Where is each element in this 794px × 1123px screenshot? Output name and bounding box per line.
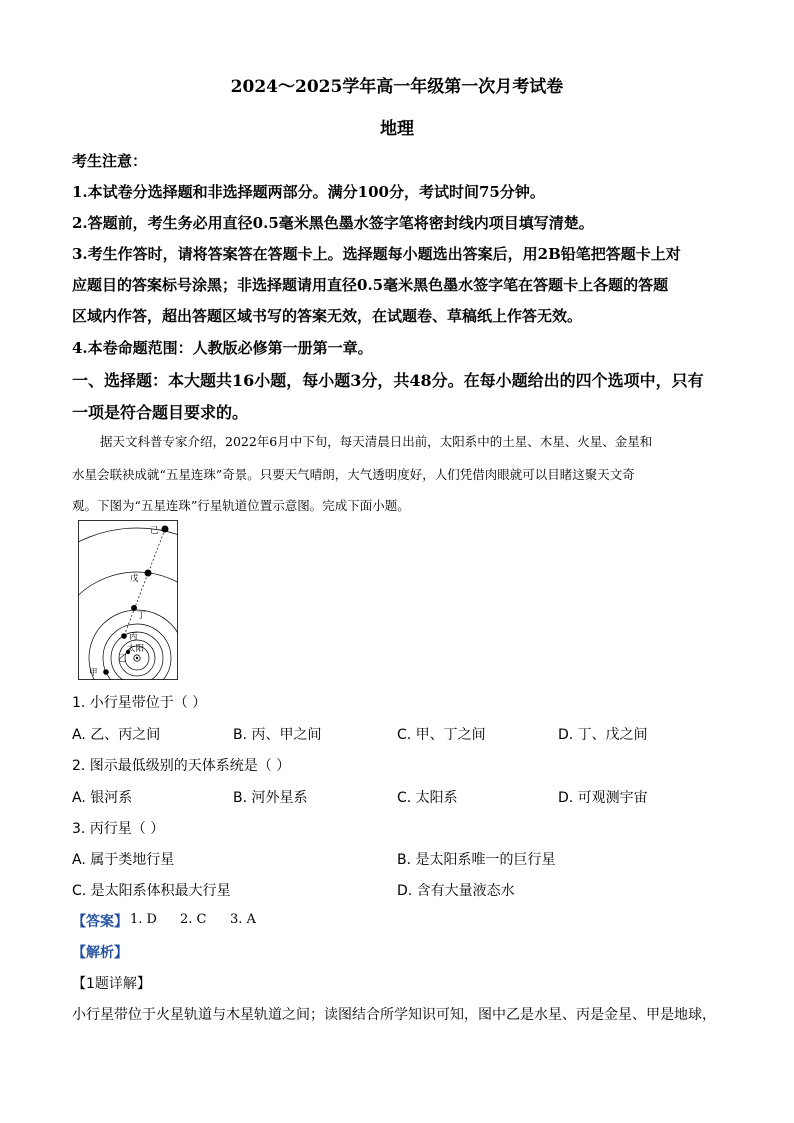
analysis-tag: 【解析】 [72,945,128,961]
planet-jia [103,669,109,675]
question-1-stem: 1. 小行星带位于（ ） [72,695,207,711]
notice-item-3-cont: 应题目的答案标号涂黑；非选择题请用直径0.5毫米黑色墨水签字笔在答题卡上各题的答题 [72,276,669,294]
planet-bing [121,633,127,639]
analysis-q1-text: 小行星带位于火星轨道与木星轨道之间；读图结合所学知识可知，图中乙是水星、丙是金星、甲是地球， [72,1007,716,1023]
question-3-option-a[interactable]: A. 属于类地行星 [72,852,175,868]
subject-title: 地理 [380,119,414,139]
notice-heading: 考生注意： [72,152,148,170]
label-jia: 甲 [89,668,98,678]
intro-line-2: 水星会联袂成就“五星连珠”奇景。只要天气晴朗，大气透明度好，人们凭借肉眼就可以目睹这聚天文奇 [72,467,635,482]
question-3-option-c[interactable]: C. 是太阳系体积最大行星 [72,883,231,899]
label-ji: 己 [150,526,159,536]
question-1-option-a[interactable]: A. 乙、丙之间 [72,727,161,743]
section-heading: 一、选择题：本大题共16小题，每小题3分，共48分。在每小题给出的四个选项中，只有 [72,371,704,390]
label-wu: 戊 [130,574,139,584]
question-3-option-b[interactable]: B. 是太阳系唯一的巨行星 [397,852,556,868]
label-bing: 丙 [129,632,138,642]
notice-item-4: 4.本卷命题范围：人教版必修第一册第一章。 [72,339,373,357]
question-1-option-c[interactable]: C. 甲、丁之间 [397,727,486,743]
question-2-option-a[interactable]: A. 银河系 [72,790,133,806]
section-heading-cont: 一项是符合题目要求的。 [72,403,249,422]
question-2-option-b[interactable]: B. 河外星系 [233,790,308,806]
planet-orbit-diagram [78,520,178,680]
question-1-option-b[interactable]: B. 丙、甲之间 [233,727,322,743]
notice-item-1: 1.本试卷分选择题和非选择题两部分。满分100分，考试时间75分钟。 [72,183,545,201]
intro-line-1: 据天文科普专家介绍，2022年6月中下旬，每天清晨日出前，太阳系中的土星、木星、火星、金星和 [100,434,653,449]
planet-wu [145,570,152,577]
question-3-stem: 3. 丙行星（ ） [72,821,165,837]
intro-line-3: 观。下图为“五星连珠”行星轨道位置示意图。完成下面小题。 [72,498,410,513]
answer-value-3: 3. A [230,912,256,927]
question-3-option-d[interactable]: D. 含有大量液态水 [397,883,515,899]
question-1-option-d[interactable]: D. 丁、戊之间 [558,727,648,743]
planet-ji [162,526,169,533]
exam-title: 2024～2025学年高一年级第一次月考试卷 [230,77,564,97]
question-2-option-c[interactable]: C. 太阳系 [397,790,458,806]
label-yi: 乙 [118,654,127,664]
answer-value-2: 2. C [180,912,207,927]
notice-item-3: 3.考生作答时，请将答案答在答题卡上。选择题每小题选出答案后，用2B铅笔把答题卡上对 [72,245,681,263]
label-ding: 丁 [137,611,146,621]
answer-value-1: 1. D [130,912,157,927]
analysis-q1-tag: 【1题详解】 [72,976,151,992]
question-2-option-d[interactable]: D. 可观测宇宙 [558,790,648,806]
label-sun: 太阳 [127,644,145,654]
question-2-stem: 2. 图示最低级别的天体系统是（ ） [72,758,291,774]
answer-tag: 【答案】 [72,914,128,930]
notice-item-2: 2.答题前，考生务必用直径0.5毫米黑色墨水签字笔将密封线内项目填写清楚。 [72,214,594,232]
notice-item-3-cont2: 区域内作答，超出答题区域书写的答案无效，在试题卷、草稿纸上作答无效。 [72,307,583,325]
